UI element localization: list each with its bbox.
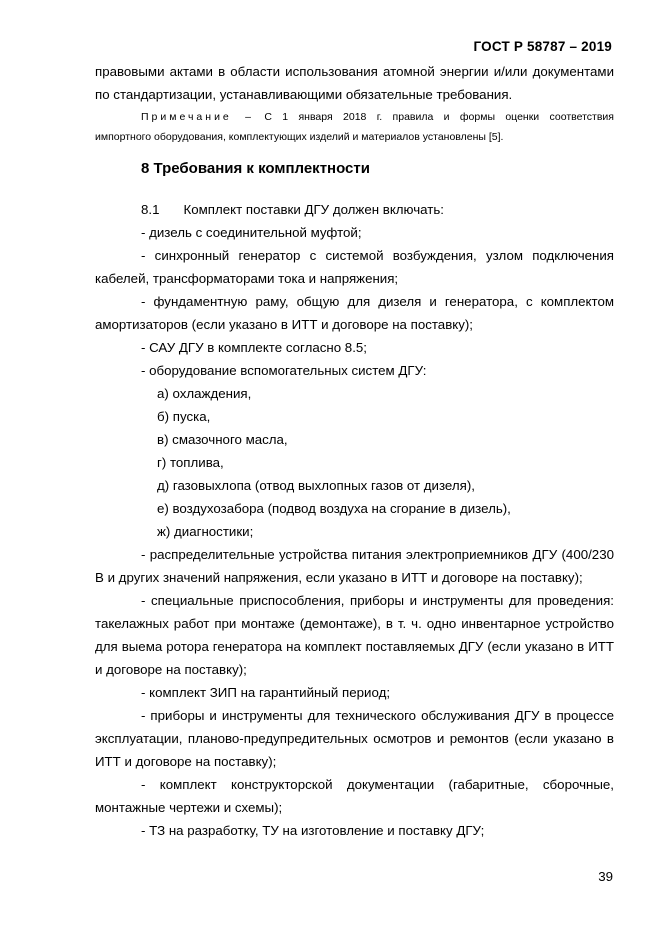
list-item-continuation: и договоре на поставку); [95,662,247,677]
list-item: - САУ ДГУ в комплекте согласно 8.5; [141,340,367,355]
note-paragraph [95,107,614,147]
list-item: - комплект конструкторской документации (габаритные, сборочные, [141,777,614,792]
section-heading: 8 Требования к комплектности [141,160,370,177]
clause-text: Комплект поставки ДГУ должен включать: [183,202,444,217]
note-text: С 1 января 2018 г. правила и формы оценки соответствия [264,111,614,123]
sub-list-item: е) воздухозабора (подвод воздуха на сгорание в дизель), [157,501,511,516]
list-item: - ТЗ на разработку, ТУ на изготовление и поставку ДГУ; [141,823,485,838]
list-item: - синхронный генератор с системой возбуждения, узлом подключения [141,248,614,263]
requirements-list [95,198,614,842]
list-item-continuation: такелажных работ при монтаже (демонтаже), в т. ч. одно инвентарное устройство [95,616,614,631]
intro-line: правовыми актами в области использования атомной энергии и/или документами [95,64,614,79]
list-item-continuation: эксплуатации, планово-предупредительных осмотров и ремонтов (если указано в [95,731,614,746]
list-item-continuation: ИТТ и договоре на поставку); [95,754,277,769]
list-item: - приборы и инструменты для технического обслуживания ДГУ в процессе [141,708,614,723]
list-item: - дизель с соединительной муфтой; [141,225,362,240]
list-item-continuation: кабелей, трансформаторами тока и напряжения; [95,271,399,286]
list-item-continuation: для выема ротора генератора на комплект поставляемых ДГУ (если указано в ИТТ [95,639,614,654]
list-item-continuation: В и других значений напряжения, если указано в ИТТ и договоре на поставку); [95,570,583,585]
sub-list-item: б) пуска, [157,409,211,424]
intro-paragraph [95,60,614,106]
sub-list-item: ж) диагностики; [157,524,254,539]
page-number: 39 [598,869,613,884]
sub-list-item: д) газовыхлопа (отвод выхлопных газов от дизеля), [157,478,475,493]
list-item: - распределительные устройства питания электроприемников ДГУ (400/230 [141,547,614,562]
note-line: импортного оборудования, комплектующих изделий и материалов установлены [5]. [95,131,504,143]
clause-number: 8.1 [141,202,160,217]
clause-line [95,198,614,221]
list-item-continuation: амортизаторов (если указано в ИТТ и договоре на поставку); [95,317,474,332]
list-item: - специальные приспособления, приборы и инструменты для проведения: [141,593,614,608]
sub-list-item: г) топлива, [157,455,224,470]
list-item-continuation: монтажные чертежи и схемы); [95,800,283,815]
list-item: - оборудование вспомогательных систем ДГУ: [141,363,427,378]
list-item: - фундаментную раму, общую для дизеля и генератора, с комплектом [141,294,614,309]
sub-list-item: а) охлаждения, [157,386,252,401]
list-item: - комплект ЗИП на гарантийный период; [141,685,391,700]
intro-line: по стандартизации, устанавливающими обязательные требования. [95,87,513,102]
sub-list-item: в) смазочного масла, [157,432,288,447]
note-label: Примечание – [141,111,254,123]
document-header-id: ГОСТ Р 58787 – 2019 [473,39,612,54]
note-first-line [95,107,614,127]
